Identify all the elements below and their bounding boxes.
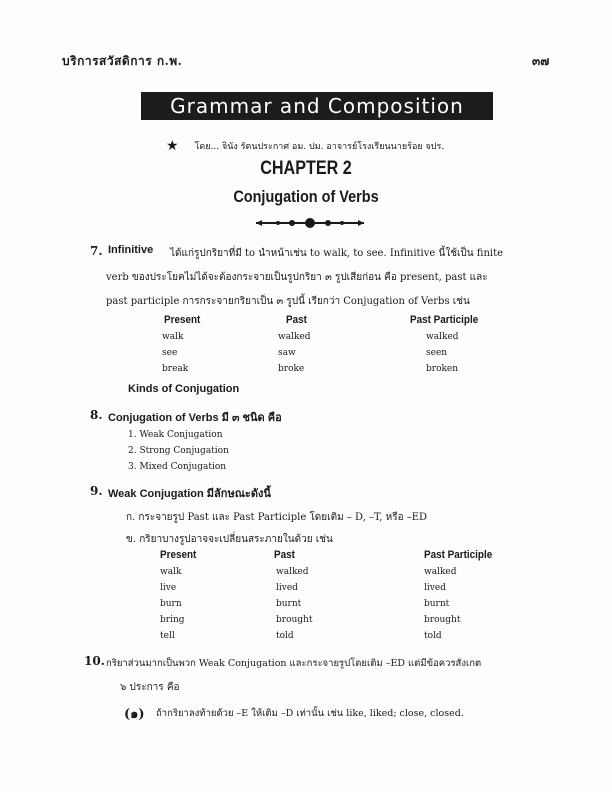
table-2-header-past: Past [274,549,295,561]
table-row-cell: walked [276,567,309,577]
table-2-header-past-participle: Past Participle [424,549,493,561]
table-1-header-past-participle: Past Participle [410,314,479,326]
table-row-cell: walked [278,332,311,342]
running-header: บริการสวัสดิการ ก.พ. [62,54,183,68]
table-row-cell: walked [426,332,459,342]
chapter-number: CHAPTER 2 [260,158,352,179]
list-item: 1. Weak Conjugation [128,430,223,440]
table-row-cell: told [424,631,442,641]
section-7-number: 7. [90,244,103,258]
section-10-sub-marker: (๑) [124,707,145,722]
section-9-number: 9. [90,484,103,498]
section-7-term: Infinitive [108,244,154,256]
table-row-cell: walked [424,567,457,577]
byline-text: โดย... จินัง รัตนประกาศ อม. ปม. อาจารย์โรงเรียนนายร้อย จปร. [194,142,445,152]
star-icon: ★ [166,138,179,154]
table-row-cell: brought [424,615,461,625]
section-banner: Grammar and Composition [141,92,493,120]
section-9-item-a: ก. กระจายรูป Past และ Past Participle โดยเติม – D, –T, หรือ –ED [126,512,428,523]
chapter-title: Conjugation of Verbs [233,187,379,206]
section-7-line-1: ได้แก่รูปกริยาที่มี to นำหน้าเช่น to walk, to see. Infinitive นี้ใช้เป็น finite [170,248,504,259]
section-9-item-b: ข. กริยาบางรูปอาจจะเปลี่ยนสระภายในด้วย เช่น [126,534,333,545]
table-row-cell: tell [160,631,175,641]
section-8-title: Conjugation of Verbs มี ๓ ชนิด คือ [108,412,282,424]
table-row-cell: walk [162,332,184,342]
table-row-cell: seen [426,348,448,358]
list-item: 3. Mixed Conjugation [128,462,227,472]
table-row-cell: live [160,583,177,593]
list-item: 2. Strong Conjugation [128,446,229,456]
table-row-cell: burn [160,599,182,609]
table-row-cell: bring [160,615,185,625]
table-row-cell: burnt [276,599,302,609]
table-row-cell: walk [160,567,182,577]
table-row-cell: lived [276,583,298,593]
table-row-cell: saw [278,348,296,358]
section-10-number: 10. [84,654,105,668]
table-row-cell: told [276,631,294,641]
section-10-sub-text: ถ้ากริยาลงท้ายด้วย –E ให้เติม –D เท่านั้น เช่น like, liked; close, closed. [156,708,464,719]
section-9-title: Weak Conjugation มีลักษณะดังนี้ [108,488,271,500]
table-row-cell: break [162,364,189,374]
table-1-header-past: Past [286,314,307,326]
table-row-cell: burnt [424,599,450,609]
section-8-number: 8. [90,408,103,422]
table-row-cell: lived [424,583,446,593]
table-row-cell: broke [278,364,305,374]
section-10-line-1: กริยาส่วนมากเป็นพวก Weak Conjugation และกระจายรูปโดยเติม –ED แต่มีข้อควรสังเกต [106,658,482,669]
table-2-header-present: Present [160,549,197,561]
author-byline [166,138,444,154]
table-row-cell: brought [276,615,313,625]
divider-ornament [254,214,366,233]
section-7-line-3: past participle การกระจายกริยาเป็น ๓ รูปนี้ เรียกว่า Conjugation of Verbs เช่น [106,296,470,307]
table-row-cell: broken [426,364,459,374]
kinds-heading: Kinds of Conjugation [128,383,240,395]
table-1-header-present: Present [164,314,201,326]
section-10-line-2: ๖ ประการ คือ [120,682,180,693]
section-7-line-2: verb ของประโยคไม่ได้จะต้องกระจายเป็นรูปกริยา ๓ รูปเสียก่อน คือ present, past และ [106,272,488,283]
page-number: ๓๗ [532,54,550,68]
table-row-cell: see [162,348,178,358]
